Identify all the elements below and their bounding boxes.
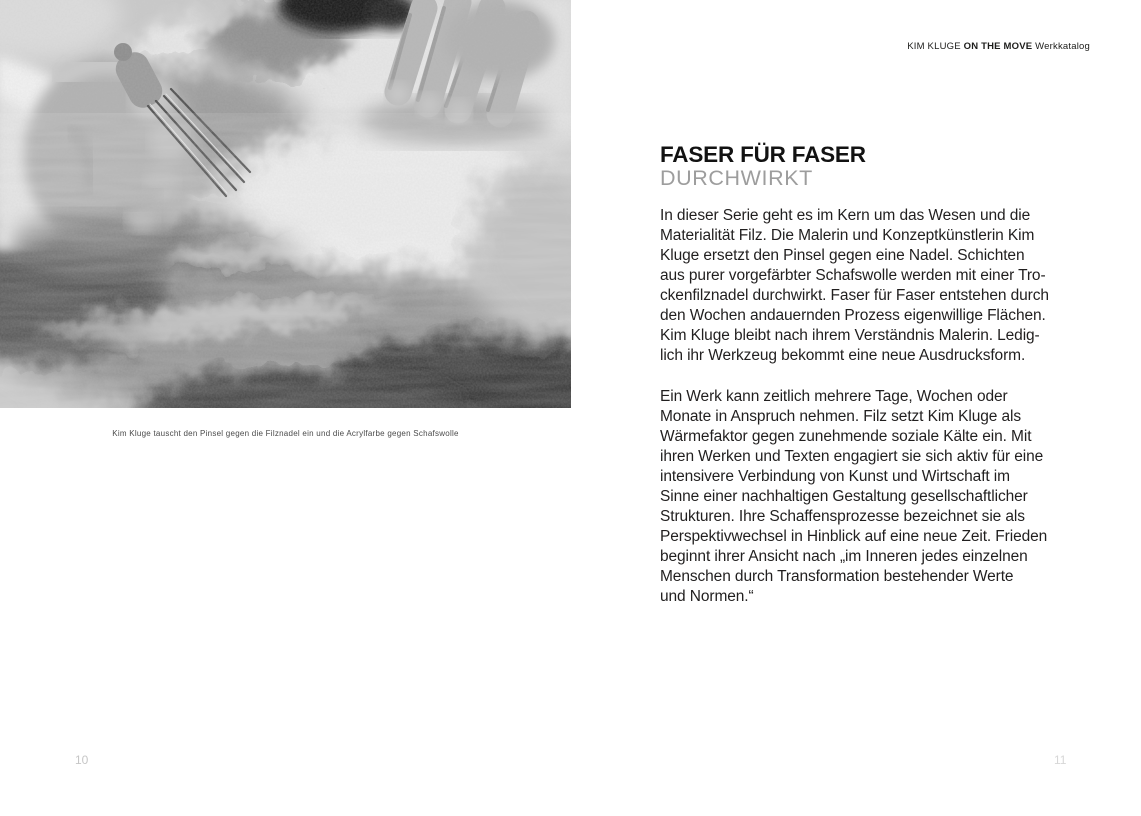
- text-line: beginnt ihrer Ansicht nach „im Inneren jedes einzelnen: [660, 548, 1028, 565]
- paragraph-1: [660, 206, 1060, 366]
- running-header-series: ON THE MOVE: [963, 41, 1033, 52]
- text-line: Monate in Anspruch nehmen. Filz setzt Kim Kluge als: [660, 408, 1022, 425]
- text-line: aus purer vorgefärbter Schafswolle werden mit einer Tro-: [660, 267, 1046, 284]
- text-line: und Normen.“: [660, 588, 754, 605]
- felting-photo: [0, 0, 571, 408]
- text-line: Ein Werk kann zeitlich mehrere Tage, Wochen oder: [660, 388, 1008, 405]
- text-line: intensivere Verbindung von Kunst und Wirtschaft im: [660, 468, 1010, 485]
- text-line: Sinne einer nachhaltigen Gestaltung gesellschaftlicher: [660, 488, 1028, 505]
- running-header-suffix: Werkkatalog: [1035, 41, 1090, 52]
- article-title-block: [660, 143, 866, 190]
- text-line: lich ihr Werkzeug bekommt eine neue Ausdrucksform.: [660, 347, 1026, 364]
- article-title: FASER FÜR FASER: [660, 142, 866, 167]
- page-number-left: 10: [75, 753, 89, 767]
- text-line: Perspektivwechsel in Hinblick auf eine neue Zeit. Frieden: [660, 528, 1048, 545]
- text-line: ckenfilznadel durchwirkt. Faser für Faser entstehen durch: [660, 287, 1049, 304]
- text-line: Wärmefaktor gegen zunehmende soziale Kälte ein. Mit: [660, 428, 1032, 445]
- text-line: Menschen durch Transformation bestehender Werte: [660, 568, 1014, 585]
- text-line: den Wochen andauernden Prozess eigenwillige Flächen.: [660, 307, 1046, 324]
- text-line: Kluge ersetzt den Pinsel gegen eine Nadel. Schichten: [660, 247, 1025, 264]
- grain-overlay: [0, 0, 571, 408]
- article-subtitle: DURCHWIRKT: [660, 166, 813, 190]
- running-header-artist: KIM KLUGE: [907, 41, 961, 52]
- page-number-right: 11: [1054, 753, 1067, 767]
- photo-caption: Kim Kluge tauscht den Pinsel gegen die Filznadel ein und die Acrylfarbe gegen Schafswolle: [112, 429, 459, 438]
- paragraph-2: [660, 387, 1060, 607]
- text-line: ihren Werken und Texten engagiert sie sich aktiv für eine: [660, 448, 1044, 465]
- text-line: Kim Kluge bleibt nach ihrem Verständnis Malerin. Ledig-: [660, 327, 1040, 344]
- running-header: [660, 41, 1090, 52]
- text-line: Strukturen. Ihre Schaffensprozesse bezeichnet sie als: [660, 508, 1025, 525]
- text-line: Materialität Filz. Die Malerin und Konzeptkünstlerin Kim: [660, 227, 1035, 244]
- felting-photo-illustration: [0, 0, 571, 408]
- text-line: In dieser Serie geht es im Kern um das Wesen und die: [660, 207, 1031, 224]
- article-body: [660, 206, 1060, 628]
